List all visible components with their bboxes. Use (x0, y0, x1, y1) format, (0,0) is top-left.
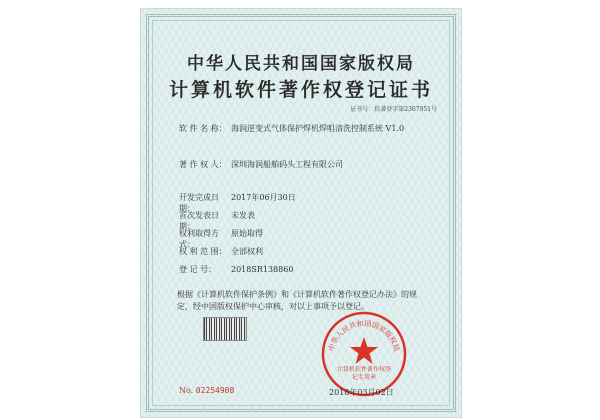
field-value: 2017年06月30日 (231, 193, 296, 202)
field-label: 登 记 号： (179, 265, 217, 274)
field-label: 首次发表日期： (179, 211, 219, 231)
registration-statement: 根据《计算机软件保护条例》和《计算机软件著作权登记办法》的规定，经中国版权保护中心审核，对以上事项予以登记。 (177, 290, 417, 311)
barcode (203, 317, 247, 341)
field-copyright-owner (179, 159, 431, 170)
field-value: 深圳海润船舶码头工程有限公司 (231, 160, 343, 169)
field-value: 未发表 (231, 211, 255, 220)
certificate-main-title: 计算机软件著作权登记证书 (168, 79, 433, 101)
field-value: 海润逆变式气体保护焊机焊咀清洗控制系统 V1.0 (231, 124, 405, 133)
field-label: 开发完成日期： (179, 193, 219, 213)
field-label: 著 作 权 人： (179, 160, 227, 169)
field-label: 软 件 名 称： (179, 124, 227, 133)
serial-value: 02254908 (195, 386, 235, 395)
seal-subtext: 计算机软件著作权登记专用章 (336, 366, 391, 381)
serial-number (179, 386, 234, 395)
field-label: 权 利 范 围： (179, 247, 227, 256)
certificate (140, 8, 462, 418)
issue-date: 2018年03月02日 (329, 388, 394, 397)
official-seal (319, 309, 409, 399)
field-value: 原始取得 (231, 229, 263, 238)
field-value: 全部权利 (231, 247, 263, 256)
field-label: 权利取得方式： (179, 229, 219, 249)
seal-arc-text: 中华人民共和国国家版权局 (326, 318, 402, 353)
field-registration-number (179, 264, 431, 275)
field-value: 2018SR138860 (231, 265, 294, 274)
serial-label: No. (179, 386, 194, 395)
field-rights-scope (179, 246, 431, 257)
issuer-title: 中华人民共和国国家版权局 (187, 54, 415, 74)
certificate-number: 证书号：软著登字第2307951号 (350, 106, 437, 113)
field-software-name (179, 123, 431, 134)
seal-star-icon (350, 337, 378, 364)
